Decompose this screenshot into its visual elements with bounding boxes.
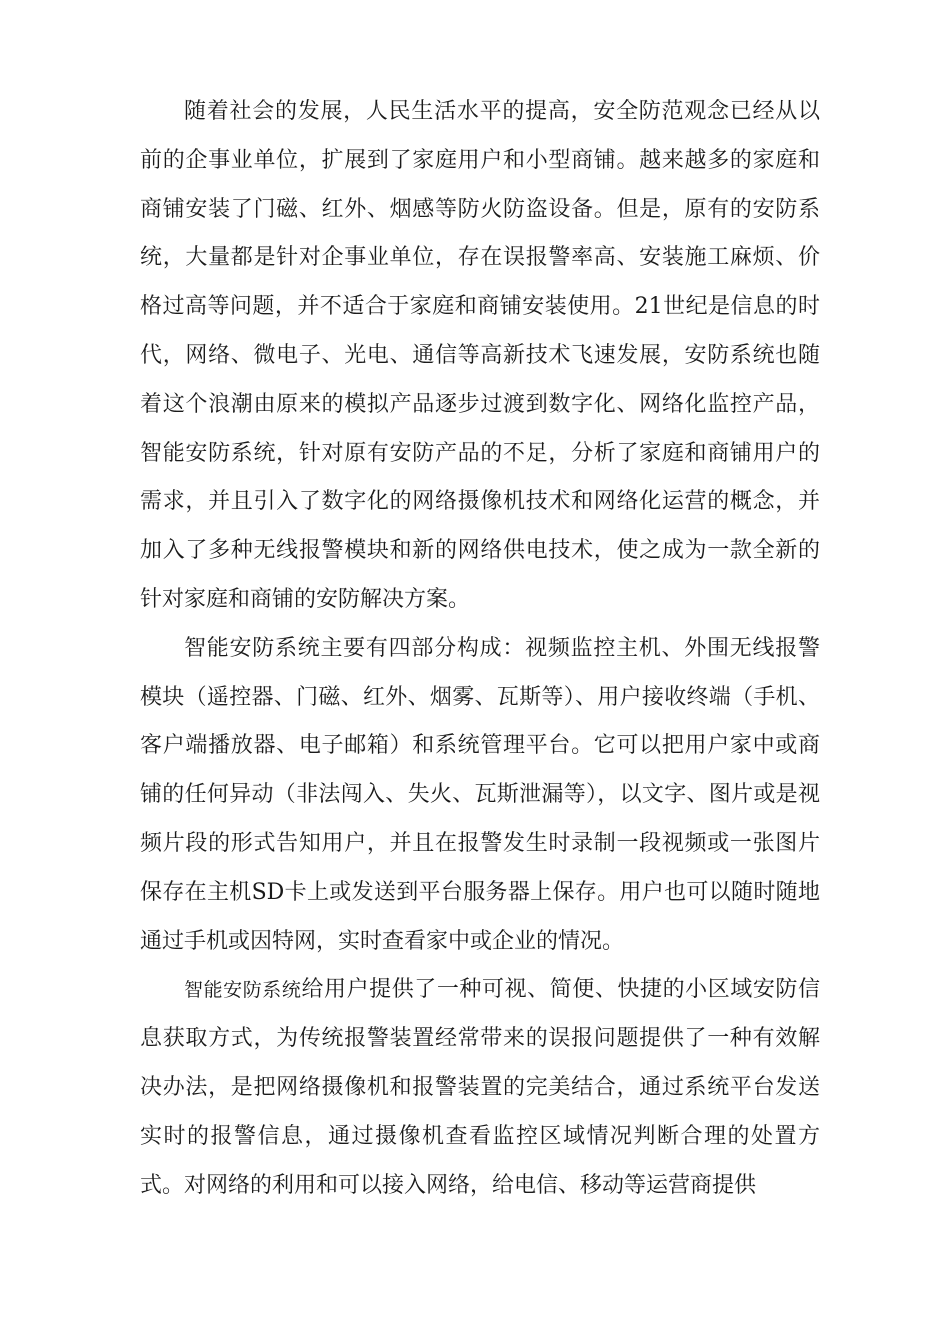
paragraph-2 <box>140 625 820 967</box>
paragraph-1-text: 随着社会的发展，人民生活水平的提高，安全防范观念已经从以前的企事业单位，扩展到了家庭用户和小型商铺。越来越多的家庭和商铺安装了门磁、红外、烟感等防火防盗设备。但是，原有的安防系统，大量都是针对企事业单位，存在误报警率高、安装施工麻烦、价格过高等问题，并不适合于家庭和商铺安装使用。21世纪是信息的时代，网络、微电子、光电、通信等高新技术飞速发展，安防系统也随着这个浪潮由原来的模拟产品逐步过渡到数字化、网络化监控产品，智能安防系统，针对原有安防产品的不足，分析了家庭和商铺用户的需求，并且引入了数字化的网络摄像机技术和网络化运营的概念，并加入了多种无线报警模块和新的网络供电技术，使之成为一款全新的针对家庭和商铺的安防解决方案。 <box>140 99 820 612</box>
document-body <box>140 88 820 1210</box>
paragraph-1 <box>140 88 820 625</box>
paragraph-2-text: 智能安防系统主要有四部分构成：视频监控主机、外围无线报警模块（遥控器、门磁、红外、烟雾、瓦斯等）、用户接收终端（手机、客户端播放器、电子邮箱）和系统管理平台。它可以把用户家中或商铺的任何异动（非法闯入、失火、瓦斯泄漏等），以文字、图片或是视频片段的形式告知用户，并且在报警发生时录制一段视频或一张图片保存在主机SD卡上或发送到平台服务器上保存。用户也可以随时随地通过手机或因特网，实时查看家中或企业的情况。 <box>140 635 820 954</box>
paragraph-3 <box>140 966 820 1210</box>
paragraph-3-text: 给用户提供了一种可视、简便、快捷的小区域安防信息获取方式，为传统报警装置经常带来的误报问题提供了一种有效解决办法，是把网络摄像机和报警装置的完美结合，通过系统平台发送实时的报警信息，通过摄像机查看监控区域情况判断合理的处置方式。对网络的利用和可以接入网络，给电信、移动等运营商提供 <box>140 977 820 1198</box>
paragraph-3-lead: 智能安防系统 <box>184 979 302 1002</box>
